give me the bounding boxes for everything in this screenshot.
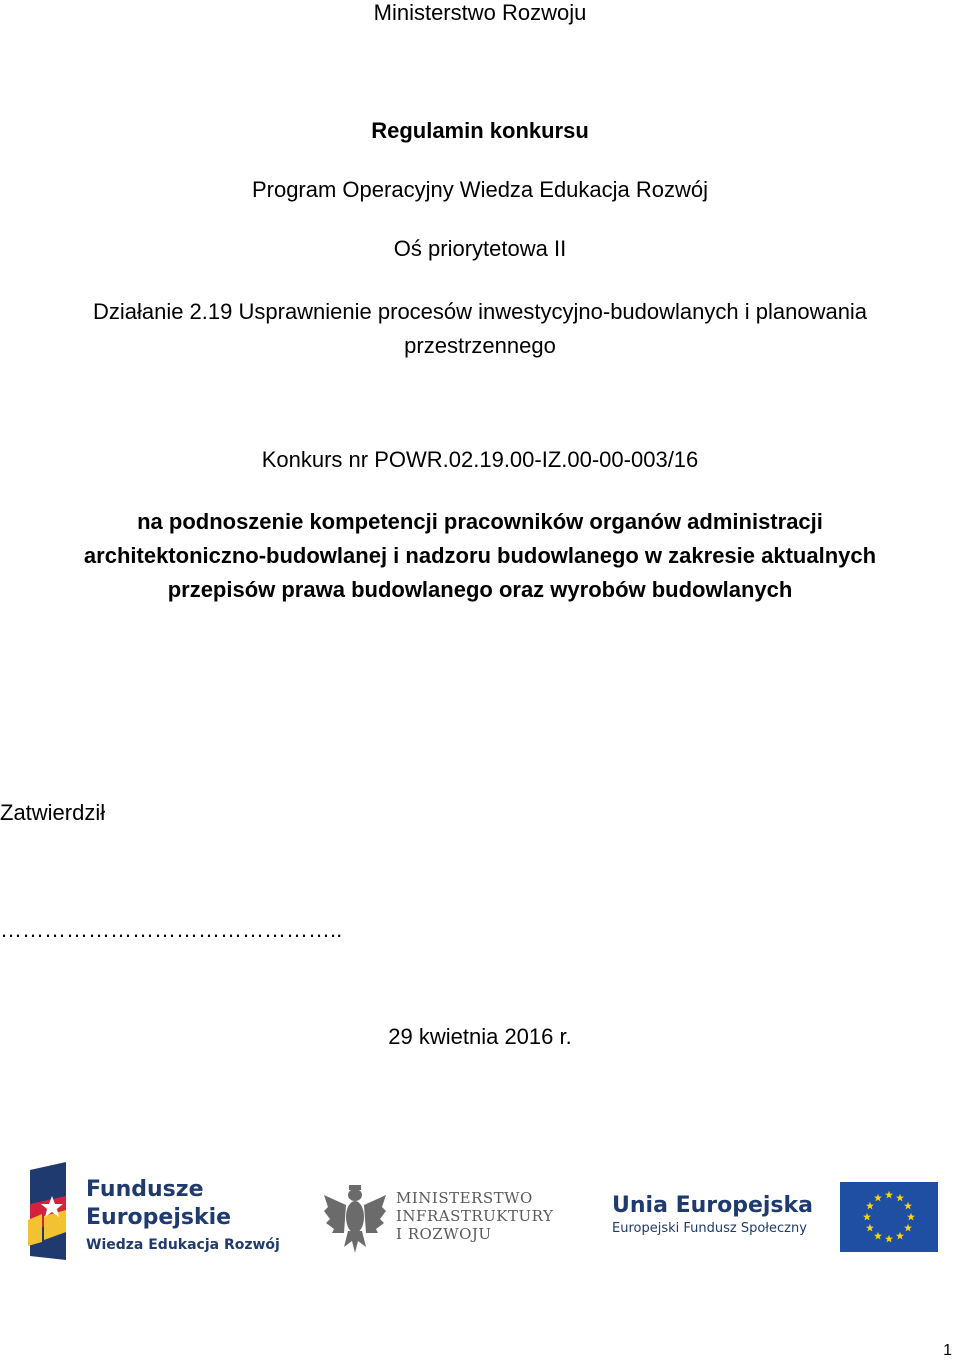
approval-date: 29 kwietnia 2016 r. bbox=[388, 1024, 572, 1049]
action-line-2: przestrzennego bbox=[404, 333, 556, 358]
fundusze-europejskie-logo bbox=[22, 1160, 280, 1264]
unia-europejska-logo bbox=[612, 1192, 827, 1244]
fe-line-2: Europejskie bbox=[86, 1205, 232, 1230]
mir-line-1: MINISTERSTWO bbox=[396, 1189, 533, 1207]
action-line-1: Działanie 2.19 Usprawnienie procesów inwestycyjno-budowlanych i planowania bbox=[92, 299, 868, 324]
subject-line-3: przepisów prawa budowlanego oraz wyrobów budowlanych bbox=[167, 577, 793, 602]
ministry-logo bbox=[322, 1183, 562, 1255]
ue-line-2: Europejski Fundusz Społeczny bbox=[612, 1221, 807, 1236]
fundusze-europejskie-text bbox=[86, 1176, 280, 1256]
eu-flag-logo bbox=[840, 1182, 938, 1252]
fe-line-1: Fundusze bbox=[86, 1177, 204, 1202]
subject-line-1: na podnoszenie kompetencji pracowników organów administracji bbox=[137, 509, 823, 534]
action-description bbox=[0, 295, 960, 363]
approved-by-label: Zatwierdził bbox=[0, 800, 106, 825]
ue-line-1: Unia Europejska bbox=[612, 1193, 814, 1218]
page-number: 1 bbox=[943, 1342, 952, 1359]
fundusze-europejskie-emblem-icon bbox=[22, 1160, 82, 1264]
mir-line-2: INFRASTRUKTURY bbox=[396, 1207, 554, 1225]
contest-subject bbox=[0, 505, 960, 607]
ministry-header: Ministerstwo Rozwoju bbox=[373, 0, 587, 25]
ministry-logo-text bbox=[396, 1189, 553, 1243]
contest-number: Konkurs nr POWR.02.19.00-IZ.00-00-003/16 bbox=[261, 447, 699, 472]
mir-line-3: I ROZWOJU bbox=[396, 1225, 492, 1243]
eu-flag-icon bbox=[840, 1182, 938, 1252]
program-name: Program Operacyjny Wiedza Edukacja Rozwój bbox=[251, 177, 709, 202]
fe-line-3: Wiedza Edukacja Rozwój bbox=[86, 1237, 280, 1253]
subject-line-2: architektoniczno-budowlanej i nadzoru budowlanego w zakresie aktualnych bbox=[83, 543, 877, 568]
signature-line: ……………………………………….. bbox=[0, 917, 343, 942]
priority-axis: Oś priorytetowa II bbox=[393, 236, 567, 261]
polish-eagle-icon bbox=[322, 1183, 388, 1255]
document-title: Regulamin konkursu bbox=[371, 118, 589, 143]
